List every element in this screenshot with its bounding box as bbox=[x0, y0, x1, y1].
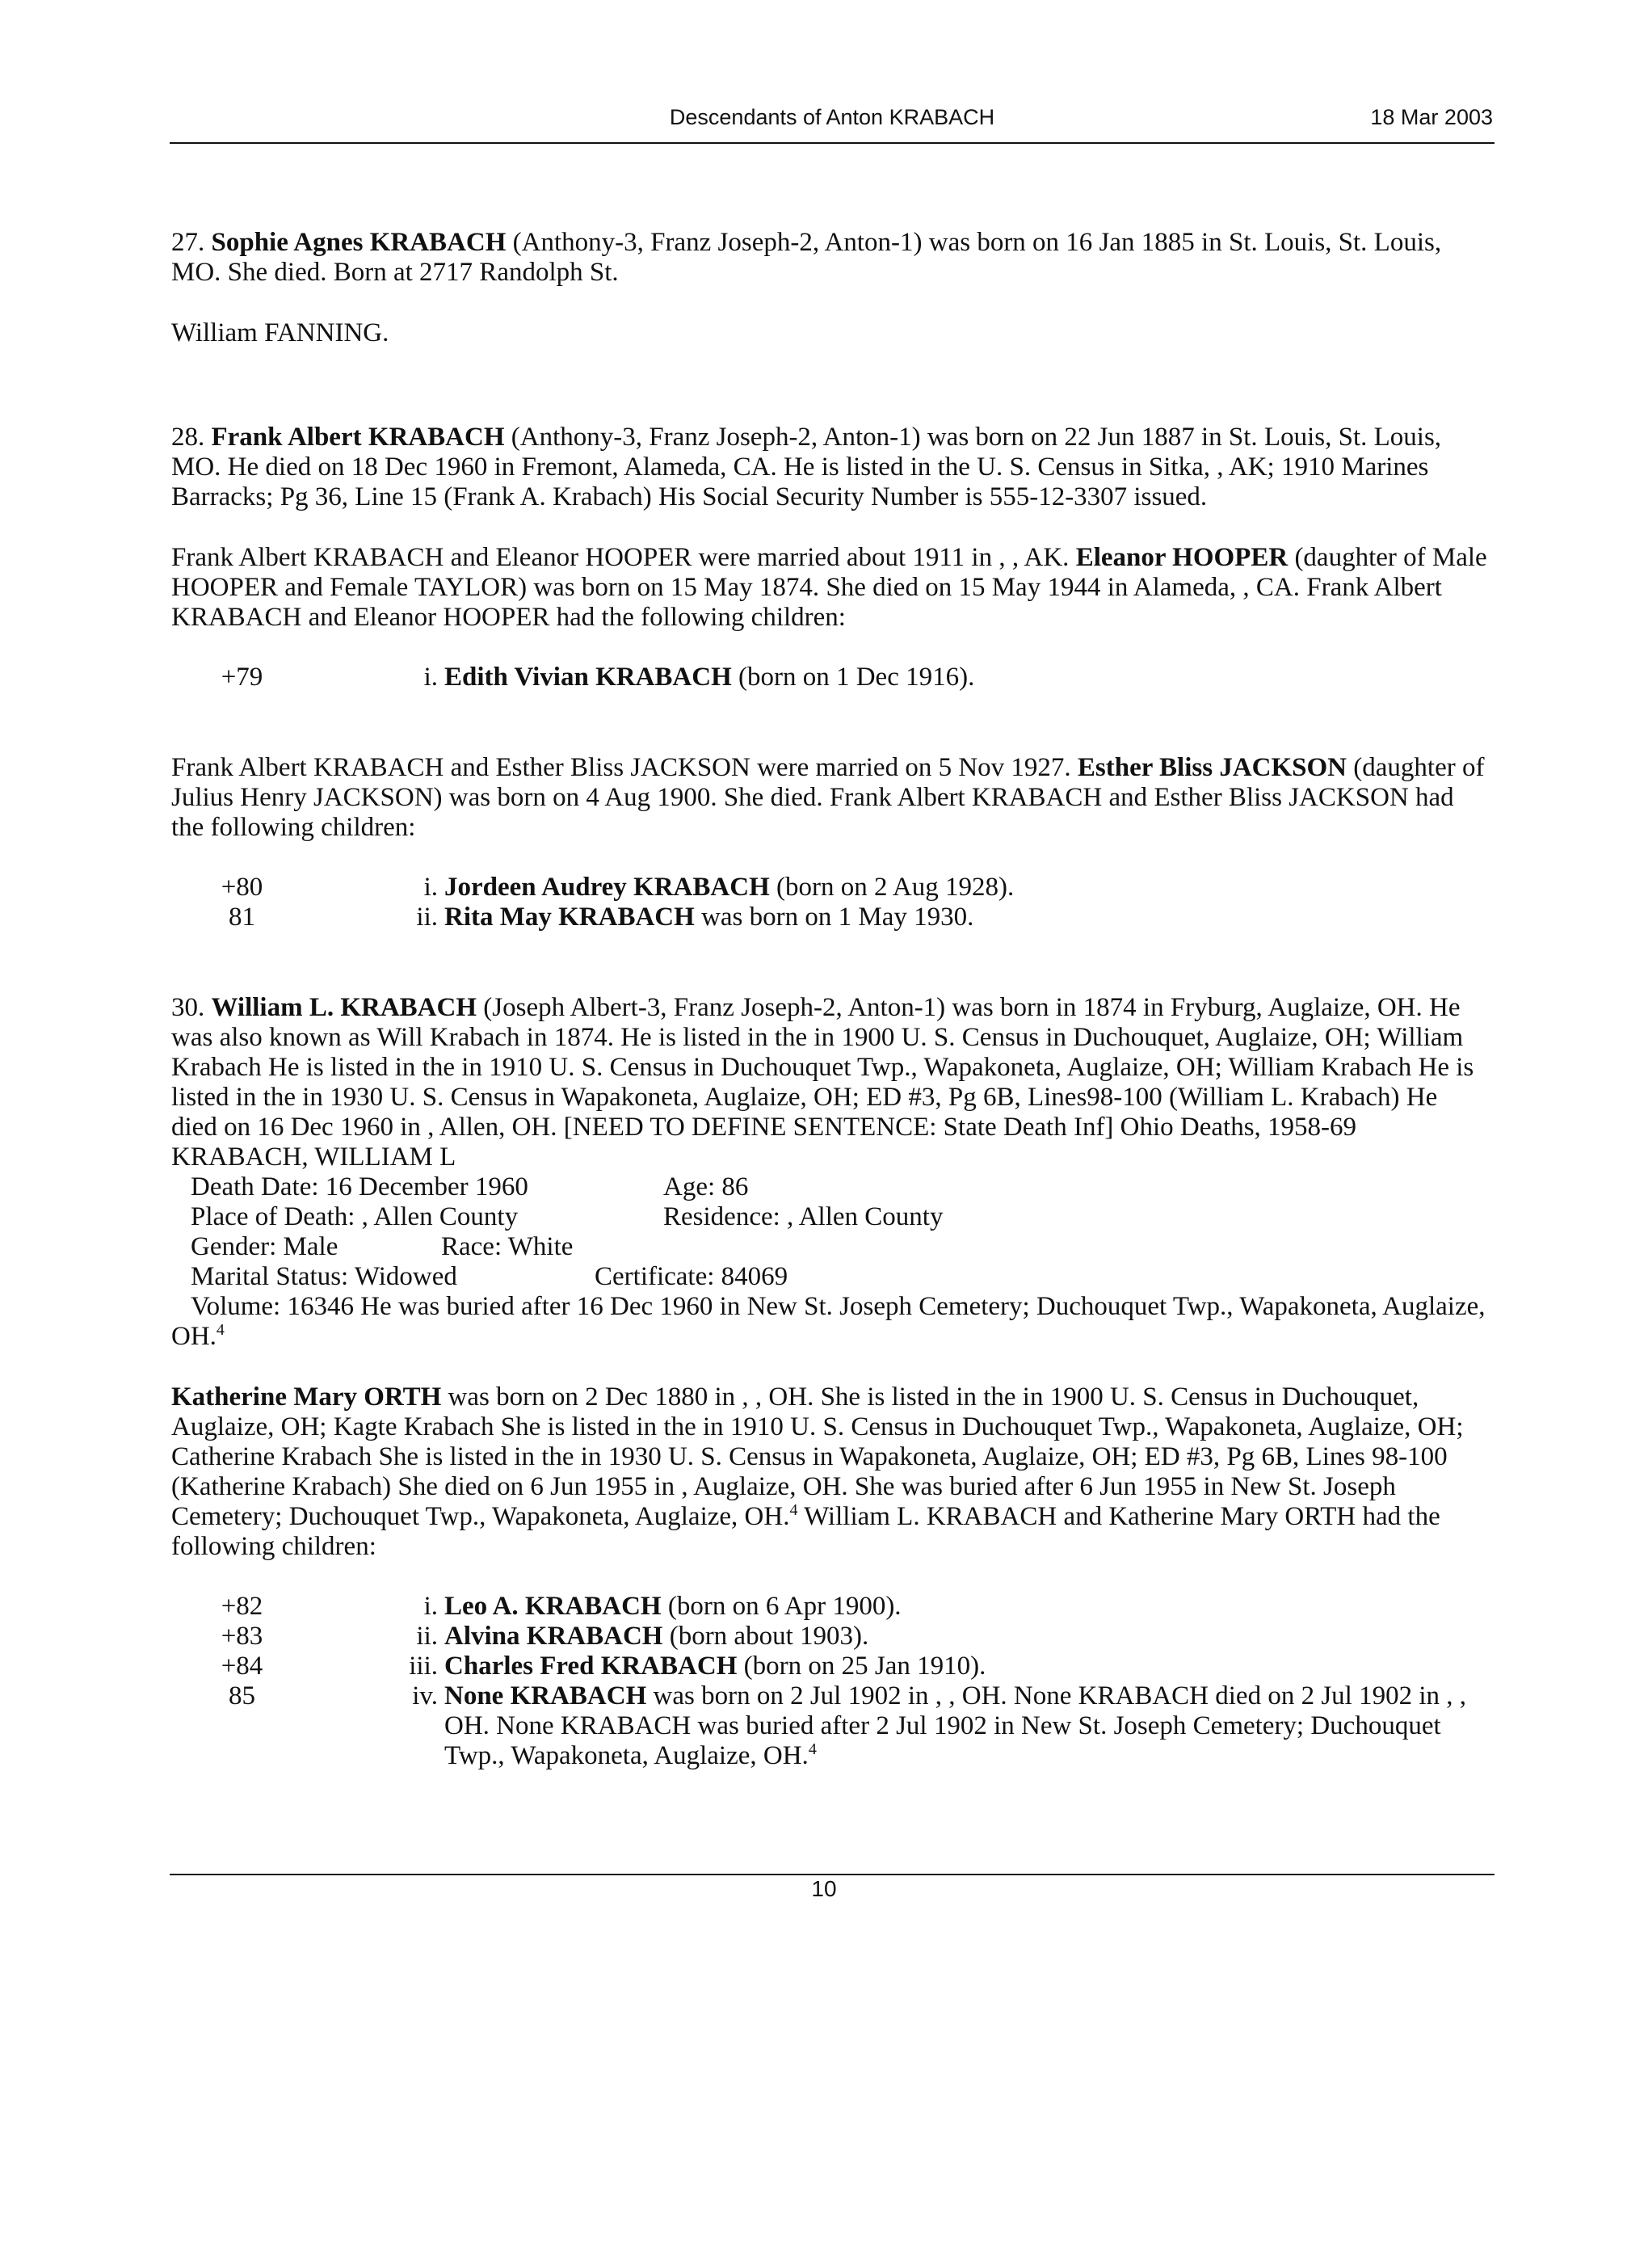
children-list bbox=[171, 1592, 1488, 1771]
entry-28-marriage-1: Frank Albert KRABACH and Eleanor HOOPER were married about 1911 in , , AK. Eleanor HOOPER (daughter of Male HOOPER and Female TAYLOR) was born on 15 May 1874. She died on 15 May 1944 in Alameda, , CA. Frank Albert KRABACH and Eleanor HOOPER had the following children: bbox=[171, 543, 1487, 632]
death-record-name: KRABACH, WILLIAM L bbox=[171, 1142, 456, 1172]
child-row: +82 i. Leo A. KRABACH (born on 6 Apr 1900). bbox=[221, 1592, 902, 1621]
entry-30: 30. William L. KRABACH (Joseph Albert-3, Franz Joseph-2, Anton-1) was born in 1874 in Fryburg, Auglaize, OH. He was also known as Will Krabach in 1874. He is listed in the in 1900 U. S. Census in Duchouquet, Auglaize, OH; William Krabach He is listed in the in 1910 U. S. Census in Duchouquet Twp., Wapakoneta, Auglaize, OH; William Krabach He is listed in the in 1930 U. S. Census in Wapakoneta, Auglaize, OH; ED #3, Pg 6B, Lines98-100 (William L. Krabach) He died on 16 Dec 1960 in , Allen, OH. [NEED TO DEFINE SENTENCE: State Death Inf] Ohio Deaths, 1958-69 bbox=[171, 993, 1474, 1142]
child-row: 85 iv. None KRABACH was born on 2 Jul 1902 in , , OH. None KRABACH died on 2 Jul 1902 in , , OH. None KRABACH was buried after 2 Jul 1902 in New St. Joseph Cemetery; Duchouquet Twp., Wapakoneta, Auglaize, OH.$^4$ bbox=[229, 1681, 1466, 1770]
child-row: +83 ii. Alvina KRABACH (born about 1903). bbox=[221, 1622, 869, 1651]
child-row: +79 i. Edith Vivian KRABACH (born on 1 Dec 1916). bbox=[221, 663, 975, 692]
death-record: Death Date: 16 December 1960 Age: 86 Place of Death: , Allen County Residence: , Allen County Gender: Male Race: White Marital Status: Widowed Certificate: 84069 bbox=[191, 1172, 944, 1291]
header-date: 18 Mar 2003 bbox=[1370, 105, 1493, 129]
entry-28-marriage-2: Frank Albert KRABACH and Esther Bliss JACKSON were married on 5 Nov 1927. Esther Bliss JACKSON (daughter of Julius Henry JACKSON) was born on 4 Aug 1900. She died. Frank Albert KRABACH and Esther Bliss JACKSON had the following children: bbox=[171, 753, 1485, 842]
person-name: William L. KRABACH bbox=[211, 993, 477, 1022]
person-name: Frank Albert KRABACH bbox=[211, 423, 505, 452]
spouse-name: Esther Bliss JACKSON bbox=[1077, 753, 1347, 782]
entry-27: 27. Sophie Agnes KRABACH (Anthony-3, Franz Joseph-2, Anton-1) was born on 16 Jan 1885 in St. Louis, St. Louis, MO. She died. Born at 2717 Randolph St. bbox=[171, 228, 1442, 287]
children-list bbox=[171, 873, 1488, 932]
death-record-volume: Volume: 16346 He was buried after 16 Dec 1960 in New St. Joseph Cemetery; Duchouquet Twp., Wapakoneta, Auglaize, OH.$^4$ bbox=[171, 1292, 1486, 1351]
child-row: +80 i. Jordeen Audrey KRABACH (born on 2 Aug 1928). bbox=[221, 873, 1015, 902]
running-header bbox=[170, 105, 1495, 144]
footer-rule bbox=[170, 1874, 1495, 1875]
children-list bbox=[171, 663, 1488, 692]
page-number: 10 bbox=[811, 1876, 837, 1901]
entry-27-spouse: William FANNING. bbox=[171, 318, 389, 347]
child-row: +84 iii. Charles Fred KRABACH (born on 25 Jan 1910). bbox=[221, 1652, 986, 1681]
document-body bbox=[171, 228, 1488, 1771]
entry-30-spouse: Katherine Mary ORTH was born on 2 Dec 1880 in , , OH. She is listed in the in 1900 U. S. Census in Duchouquet, Auglaize, OH; Kagte Krabach She is listed in the in 1910 U. S. Census in Duchouquet Twp., Wapakoneta, Auglaize, OH; Catherine Krabach She is listed in the in 1930 U. S. Census in Wapakoneta, Auglaize, OH; ED #3, Pg 6B, Lines 98-100 (Katherine Krabach) She died on 6 Jun 1955 in , Auglaize, OH. She was buried after 6 Jun 1955 in New St. Joseph Cemetery; Duchouquet Twp., Wapakoneta, Auglaize, OH.$^4$ William L. KRABACH and Katherine Mary ORTH had the following children: bbox=[171, 1382, 1464, 1561]
child-row: 81 ii. Rita May KRABACH was born on 1 May 1930. bbox=[229, 903, 974, 932]
spouse-name: Eleanor HOOPER bbox=[1075, 543, 1289, 572]
header-title: Descendants of Anton KRABACH bbox=[669, 105, 995, 129]
entry-28: 28. Frank Albert KRABACH (Anthony-3, Franz Joseph-2, Anton-1) was born on 22 Jun 1887 in St. Louis, St. Louis, MO. He died on 18 Dec 1960 in Fremont, Alameda, CA. He is listed in the U. S. Census in Sitka, , AK; 1910 Marines Barracks; Pg 36, Line 15 (Frank A. Krabach) His Social Security Number is 555-12-3307 issued. bbox=[171, 423, 1442, 511]
spouse-name: Katherine Mary ORTH bbox=[171, 1382, 442, 1412]
person-name: Sophie Agnes KRABACH bbox=[211, 228, 507, 257]
